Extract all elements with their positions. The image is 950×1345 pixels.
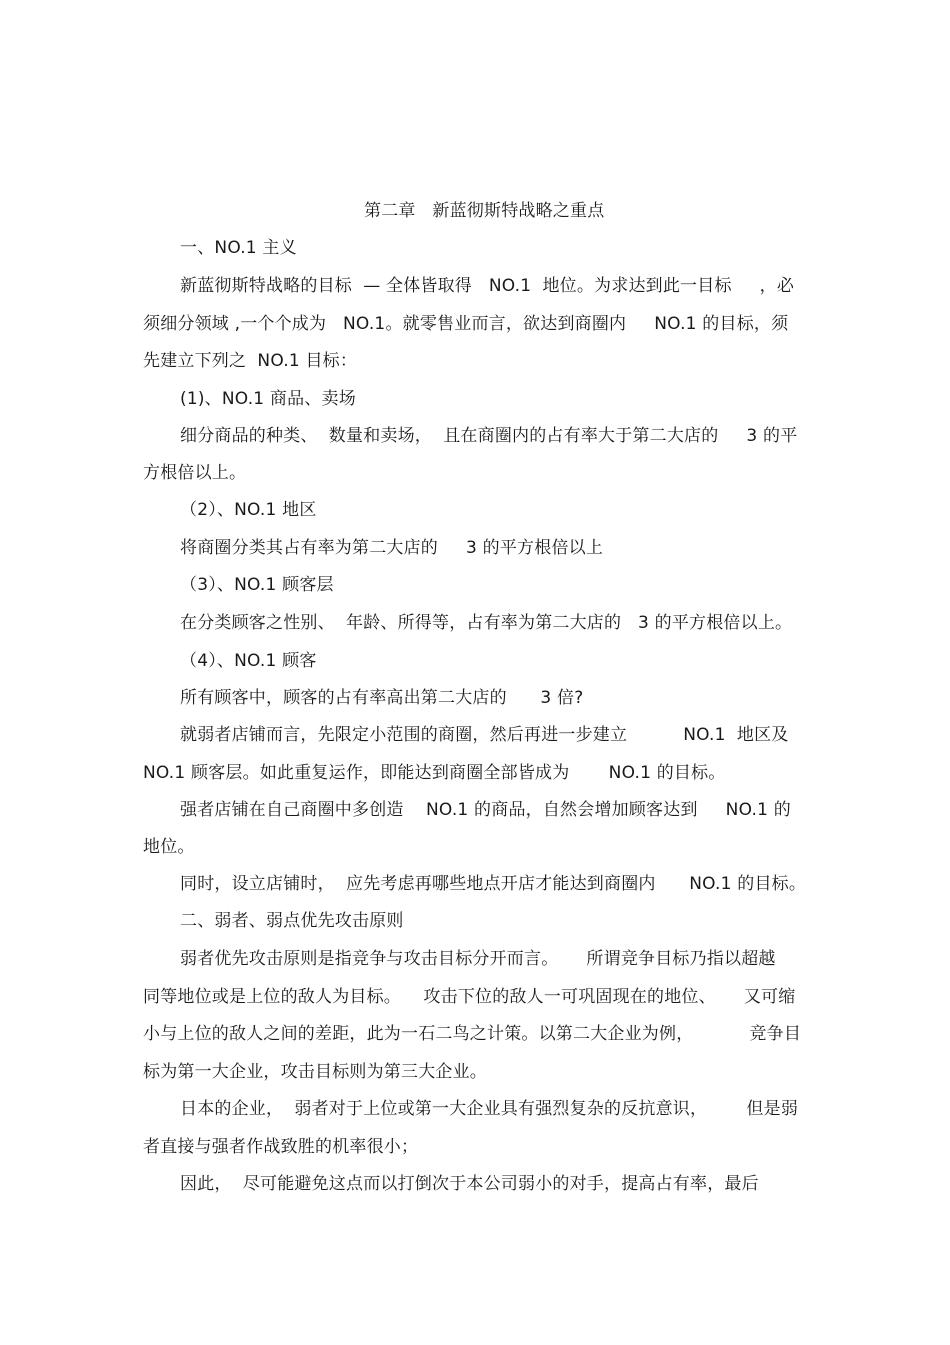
paragraph-line: 强者店铺在自己商圈中多创造 NO.1 的商品，自然会增加顾客达到 NO.1 的: [180, 800, 791, 820]
paragraph-line: 小与上位的敌人之间的差距，此为一石二鸟之计策。以第二大企业为例， 竞争目: [143, 1024, 802, 1044]
paragraph-line: 所有顾客中，顾客的占有率高出第二大店的 3 倍?: [180, 688, 584, 708]
paragraph-line: 将商圈分类其占有率为第二大店的 3 的平方根倍以上: [180, 538, 604, 558]
paragraph-line: 地位。: [143, 837, 195, 857]
paragraph-line: NO.1 顾客层。如此重复运作，即能达到商圈全部皆成为 NO.1 的目标。: [143, 763, 726, 783]
paragraph-line: 新蓝彻斯特战略的目标 — 全体皆取得 NO.1 地位。为求达到此一目标 ，必: [180, 276, 795, 296]
paragraph-line: 因此， 尽可能避免这点而以打倒次于本公司弱小的对手，提高占有率，最后: [180, 1174, 759, 1194]
paragraph-line: 弱者优先攻击原则是指竞争与攻击目标分开而言。 所谓竞争目标乃指以超越: [180, 949, 776, 969]
subsection-heading: (1)、NO.1 商品、卖场: [180, 389, 356, 409]
paragraph-line: 同等地位或是上位的敌人为目标。 攻击下位的敌人一可巩固现在的地位、 又可缩: [143, 987, 796, 1007]
paragraph-line: 须细分领域 ,一个个成为 NO.1。就零售业而言，欲达到商圈内 NO.1 的目标，须: [143, 314, 789, 334]
subsection-heading: （3）、NO.1 顾客层: [180, 575, 334, 595]
paragraph-line: 同时，设立店铺时， 应先考虑再哪些地点开店才能达到商圈内 NO.1 的目标。: [180, 874, 807, 894]
paragraph-line: 先建立下列之 NO.1 目标：: [143, 351, 358, 371]
paragraph-line: 就弱者店铺而言，先限定小范围的商圈，然后再进一步建立 NO.1 地区及: [180, 725, 789, 745]
paragraph-line: 标为第一大企业，攻击目标则为第三大企业。: [143, 1062, 487, 1082]
paragraph-line: 者直接与强者作战致胜的机率很小；: [143, 1137, 419, 1157]
subsection-heading: （4）、NO.1 顾客: [180, 651, 317, 671]
paragraph-line: 在分类顾客之性别、 年龄、所得等，占有率为第二大店的 3 的平方根倍以上。: [180, 613, 793, 633]
section-heading: 二、弱者、弱点优先攻击原则: [180, 911, 404, 931]
chapter-title: 第二章 新蓝彻斯特战略之重点: [364, 201, 605, 221]
paragraph-line: 细分商品的种类、 数量和卖场， 且在商圈内的占有率大于第二大店的 3 的平: [180, 426, 798, 446]
section-heading: 一、NO.1 主义: [180, 238, 297, 258]
subsection-heading: （2）、NO.1 地区: [180, 500, 317, 520]
paragraph-line: 日本的企业， 弱者对于上位或第一大企业具有强烈复杂的反抗意识， 但是弱: [180, 1099, 799, 1119]
paragraph-line: 方根倍以上。: [143, 463, 247, 483]
